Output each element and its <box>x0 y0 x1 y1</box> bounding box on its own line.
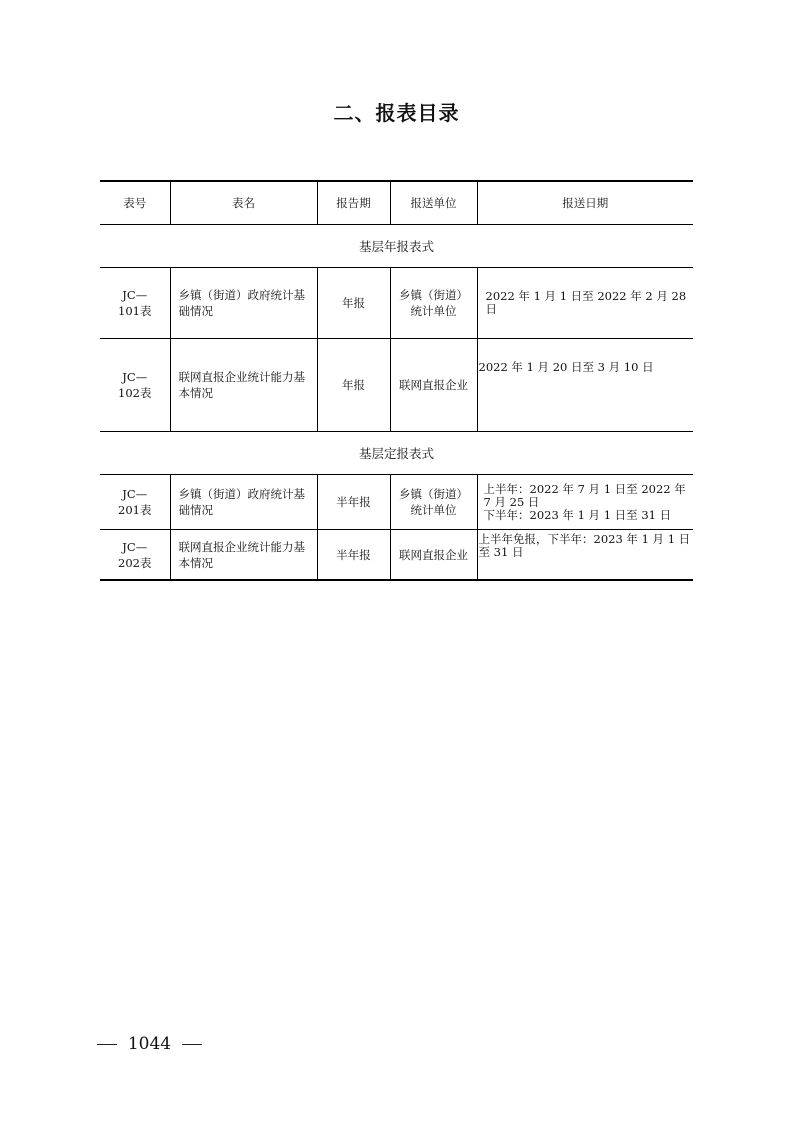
row-code: JC—202表 <box>118 539 152 570</box>
header-unit: 报送单位 <box>390 181 477 225</box>
row-period: 年报 <box>317 339 390 432</box>
page-title: 二、报表目录 <box>333 101 460 125</box>
header-name: 表名 <box>170 181 317 225</box>
report-catalog-table <box>100 180 693 581</box>
row-unit: 乡镇（街道）统计单位 <box>399 288 468 318</box>
row-unit: 联网直报企业 <box>390 339 477 432</box>
table-header-row <box>100 181 693 225</box>
row-date-2: 下半年：2023 年 1 月 1 日至 31 日 <box>483 507 672 522</box>
section-row <box>100 432 693 475</box>
row-code: JC—101表 <box>118 288 152 318</box>
section-title: 基层定报表式 <box>100 432 693 475</box>
row-period: 年报 <box>317 268 390 339</box>
header-date: 报送日期 <box>477 181 693 225</box>
table-row <box>100 268 693 339</box>
header-code: 表号 <box>100 181 170 225</box>
row-period: 半年报 <box>317 530 390 581</box>
table-row <box>100 530 693 581</box>
footer-dash-right <box>182 1044 202 1045</box>
row-date: 2022 年 1 月 1 日至 2022 年 2 月 28 日 <box>477 268 693 339</box>
footer-dash-left <box>97 1044 117 1045</box>
row-unit: 联网直报企业 <box>390 530 477 581</box>
page-footer <box>97 1034 202 1054</box>
row-name: 联网直报企业统计能力基本情况 <box>170 530 317 581</box>
row-date: 上半年免报，下半年：2023 年 1 月 1 日至 31 日 <box>477 530 693 581</box>
row-unit: 乡镇（街道）统计单位 <box>399 487 468 517</box>
section-title: 基层年报表式 <box>100 225 693 268</box>
row-date: 上半年：2022 年 7 月 1 日至 2022 年 7 月 25 日 <box>483 481 686 509</box>
row-code: JC—201表 <box>118 487 152 517</box>
row-period: 半年报 <box>317 475 390 530</box>
header-period: 报告期 <box>317 181 390 225</box>
row-name: 乡镇（街道）政府统计基础情况 <box>170 475 317 530</box>
row-code: JC—102表 <box>118 370 152 400</box>
section-row <box>100 225 693 268</box>
row-name: 联网直报企业统计能力基本情况 <box>170 339 317 432</box>
row-name: 乡镇（街道）政府统计基础情况 <box>170 268 317 339</box>
page-number: 1044 <box>127 1034 172 1054</box>
table-row <box>100 339 693 432</box>
row-date: 2022 年 1 月 20 日至 3 月 10 日 <box>477 339 693 432</box>
table-row <box>100 475 693 530</box>
